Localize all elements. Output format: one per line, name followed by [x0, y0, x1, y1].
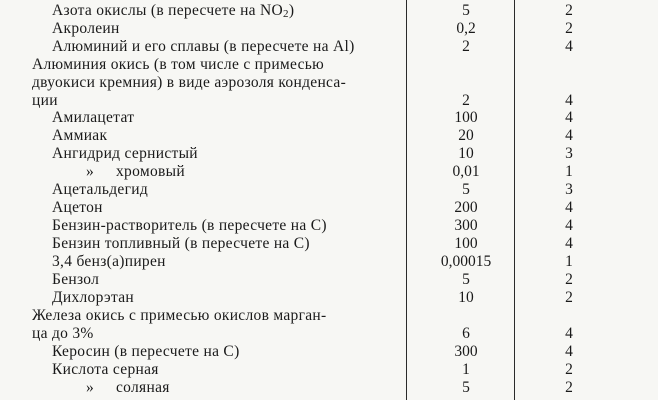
substance-name	[86, 379, 170, 397]
substance-name-text: Амилацетат	[52, 109, 135, 126]
concentration-value: 5	[462, 271, 470, 288]
concentration-value: 300	[454, 343, 478, 360]
hazard-class-value: 4	[565, 217, 573, 234]
concentration-value: 1	[462, 361, 470, 378]
substance-name	[32, 74, 346, 92]
substance-name	[52, 217, 327, 235]
substance-name-text: Ацетон	[52, 199, 103, 216]
substance-name-text: Алюминия окись (в том числе с примесью	[32, 56, 325, 73]
hazard-class-value: 3	[565, 145, 573, 162]
substance-name	[32, 56, 324, 74]
substance-name-text: Аммиак	[52, 127, 108, 144]
substance-name	[86, 163, 185, 181]
table-row	[0, 145, 658, 163]
concentration-value: 6	[462, 325, 470, 342]
table-row	[0, 38, 658, 56]
hazard-class-value: 4	[565, 127, 573, 144]
hazard-class-value: 4	[565, 38, 573, 55]
substance-name	[52, 199, 103, 217]
substance-name	[52, 20, 120, 38]
hazard-class-value: 1	[565, 253, 573, 270]
substance-name-text: соляная	[116, 379, 170, 396]
substance-name	[32, 307, 327, 325]
concentration-value: 100	[454, 235, 478, 252]
substance-name	[52, 361, 159, 379]
substance-name	[52, 343, 240, 361]
hazard-class-value: 4	[565, 199, 573, 216]
substance-name-text: Алюминий и его сплавы (в пересчете на Al)	[52, 38, 355, 55]
concentration-value: 300	[454, 217, 478, 234]
hazard-class-value: 4	[565, 343, 573, 360]
hazard-class-value: 2	[565, 361, 573, 378]
table-row	[0, 199, 658, 217]
substance-name-tail: )	[288, 2, 295, 19]
substance-name	[32, 325, 94, 343]
hazard-class-value: 2	[565, 20, 573, 37]
ditto-mark: »	[86, 379, 95, 396]
concentration-value: 2	[462, 38, 470, 55]
table-row	[0, 379, 658, 397]
table-row	[0, 253, 658, 271]
substance-name-text: Железа окись с примесью окислов марган-	[32, 307, 327, 324]
concentration-value: 5	[462, 181, 470, 198]
substance-name	[52, 289, 134, 307]
substance-name-text: Акролеин	[52, 20, 120, 37]
concentration-value: 0,2	[456, 20, 476, 37]
table-row	[0, 289, 658, 307]
subscript: 2	[283, 8, 289, 20]
substance-name-text: ции	[32, 92, 58, 109]
concentration-value: 0,01	[452, 163, 480, 180]
ditto-mark: »	[86, 163, 95, 180]
hazard-class-value: 4	[565, 325, 573, 342]
table-row	[0, 20, 658, 38]
concentration-value: 2	[462, 92, 470, 109]
table-row	[0, 109, 658, 127]
hazard-class-value: 2	[565, 379, 573, 396]
concentration-value: 5	[462, 379, 470, 396]
hazard-class-value: 2	[565, 271, 573, 288]
substance-name-text: Ацетальдегид	[52, 181, 149, 198]
substance-name-text: Кислота серная	[52, 361, 159, 378]
table-row	[0, 217, 658, 235]
substance-name-text: Азота окислы (в пересчете на NO	[52, 2, 284, 19]
hazard-class-value: 2	[565, 2, 573, 19]
substance-name	[52, 235, 310, 253]
table-row	[0, 163, 658, 181]
concentration-value: 200	[454, 199, 478, 216]
concentration-value: 10	[458, 145, 474, 162]
substance-name	[52, 181, 148, 199]
substance-name-text: ца до 3%	[32, 325, 94, 342]
concentration-value: 20	[458, 127, 474, 144]
substance-name	[52, 127, 107, 145]
substance-name-text: Дихлорэтан	[52, 289, 135, 306]
substance-name-text: Бензин-растворитель (в пересчете на С)	[52, 217, 327, 234]
substance-name-text: Бензин топливный (в пересчете на С)	[52, 235, 310, 252]
table-row	[0, 343, 658, 361]
concentration-value: 0,00015	[440, 253, 492, 270]
concentration-value: 100	[454, 109, 478, 126]
substance-name	[52, 253, 166, 271]
concentration-value: 10	[458, 289, 474, 306]
table-row	[0, 74, 658, 92]
table-row	[0, 361, 658, 379]
table-row	[0, 325, 658, 343]
hazard-class-value: 1	[565, 163, 573, 180]
substance-name-text: Бензол	[52, 271, 100, 288]
hazard-class-value: 4	[565, 109, 573, 126]
hazard-class-value: 4	[565, 235, 573, 252]
substance-name	[52, 109, 134, 127]
substance-name	[52, 38, 355, 56]
substance-name	[32, 92, 58, 110]
substance-name-text: 3,4 бенз(а)пирен	[52, 253, 166, 270]
substance-name	[52, 145, 198, 163]
substance-name	[52, 271, 99, 289]
table-row	[0, 307, 658, 325]
hazard-class-value: 3	[565, 181, 573, 198]
table-row	[0, 92, 658, 110]
substance-name-text: хромовый	[116, 163, 185, 180]
hazard-class-value: 2	[565, 289, 573, 306]
substance-name-text: Ангидрид сернистый	[52, 145, 198, 162]
hazard-class-value: 4	[565, 92, 573, 109]
table-row	[0, 2, 658, 20]
table-row	[0, 181, 658, 199]
table-row	[0, 235, 658, 253]
substance-name	[52, 2, 294, 20]
concentration-value: 5	[462, 2, 470, 19]
substance-name-text: двуокиси кремния) в виде аэрозоля конденса-	[32, 74, 347, 91]
table-row	[0, 56, 658, 74]
table-row	[0, 271, 658, 289]
substance-name-text: Керосин (в пересчете на С)	[52, 343, 240, 360]
table-row	[0, 127, 658, 145]
